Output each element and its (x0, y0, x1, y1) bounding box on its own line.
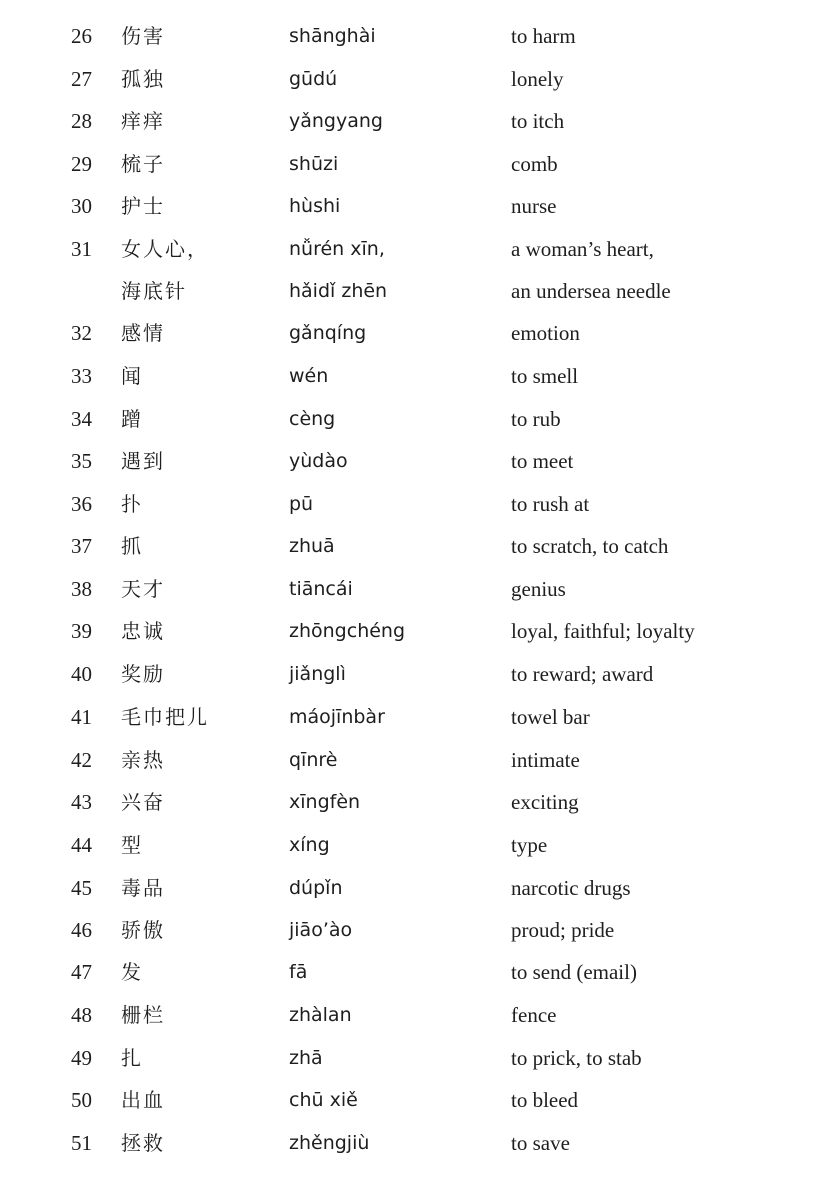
chinese-term: 奖励 (121, 662, 165, 686)
english-meaning: narcotic drugs (511, 876, 631, 900)
chinese-term: 兴奋 (121, 790, 165, 814)
vocab-row (0, 1082, 828, 1118)
pinyin-reading: wén (289, 365, 329, 387)
english-meaning: emotion (511, 321, 580, 345)
vocab-row (0, 443, 828, 479)
pinyin-reading: nǚrén xīn, (289, 238, 385, 260)
vocab-row (0, 231, 828, 267)
pinyin-reading: pū (289, 493, 314, 515)
entry-number: 30 (71, 194, 92, 218)
vocab-row (0, 997, 828, 1033)
entry-number: 40 (71, 662, 92, 686)
entry-number: 50 (71, 1088, 92, 1112)
chinese-term: 海底针 (121, 279, 187, 303)
pinyin-reading: qīnrè (289, 749, 338, 771)
english-meaning: intimate (511, 748, 580, 772)
entry-number: 33 (71, 364, 92, 388)
vocab-row (0, 912, 828, 948)
entry-number: 48 (71, 1003, 92, 1027)
vocab-row (0, 486, 828, 522)
pinyin-reading: tiāncái (289, 578, 353, 600)
pinyin-reading: zhěngjiù (289, 1132, 370, 1154)
chinese-term: 发 (121, 960, 143, 984)
vocab-row (0, 827, 828, 863)
chinese-term: 拯救 (121, 1131, 165, 1155)
pinyin-reading: hùshi (289, 195, 341, 217)
entry-number: 46 (71, 918, 92, 942)
pinyin-reading: gǎnqíng (289, 322, 367, 344)
chinese-term: 型 (121, 833, 143, 857)
entry-number: 29 (71, 152, 92, 176)
english-meaning: proud; pride (511, 918, 615, 942)
english-meaning: loyal, faithful; loyalty (511, 619, 695, 643)
english-meaning: nurse (511, 194, 557, 218)
english-meaning: to prick, to stab (511, 1046, 642, 1070)
entry-number: 42 (71, 748, 92, 772)
chinese-term: 孤独 (121, 67, 165, 91)
vocab-row (0, 784, 828, 820)
pinyin-reading: yùdào (289, 450, 348, 472)
chinese-term: 遇到 (121, 449, 165, 473)
english-meaning: to smell (511, 364, 579, 388)
vocab-row (0, 188, 828, 224)
entry-number: 47 (71, 960, 92, 984)
vocab-row (0, 613, 828, 649)
english-meaning: to send (email) (511, 960, 637, 984)
vocab-row (0, 315, 828, 351)
entry-number: 27 (71, 67, 92, 91)
chinese-term: 护士 (121, 194, 165, 218)
english-meaning: exciting (511, 790, 579, 814)
english-meaning: to harm (511, 24, 576, 48)
english-meaning: to reward; award (511, 662, 654, 686)
pinyin-reading: xíng (289, 834, 330, 856)
pinyin-reading: fā (289, 961, 308, 983)
entry-number (50, 273, 92, 309)
chinese-term: 扎 (121, 1046, 143, 1070)
entry-number: 44 (71, 833, 92, 857)
entry-number: 31 (71, 237, 92, 261)
pinyin-reading: zhàlan (289, 1004, 352, 1026)
vocab-row (0, 571, 828, 607)
vocab-row (0, 1040, 828, 1076)
pinyin-reading: jiǎnglì (289, 663, 346, 685)
pinyin-reading: dúpǐn (289, 877, 343, 899)
pinyin-reading: cèng (289, 408, 336, 430)
entry-number: 35 (71, 449, 92, 473)
vocab-row (0, 103, 828, 139)
chinese-term: 忠诚 (121, 619, 165, 643)
vocab-row (0, 528, 828, 564)
chinese-term: 出血 (121, 1088, 165, 1112)
pinyin-reading: gūdú (289, 68, 338, 90)
entry-number: 41 (71, 705, 92, 729)
english-meaning: to meet (511, 449, 574, 473)
pinyin-reading: hǎidǐ zhēn (289, 280, 388, 302)
entry-number: 39 (71, 619, 92, 643)
pinyin-reading: shānghài (289, 25, 376, 47)
english-meaning: an undersea needle (511, 279, 671, 303)
chinese-term: 女人心， (121, 237, 209, 261)
chinese-term: 梳子 (121, 152, 165, 176)
chinese-term: 抓 (121, 534, 143, 558)
entry-number: 37 (71, 534, 92, 558)
english-meaning: lonely (511, 67, 564, 91)
vocab-row (0, 656, 828, 692)
chinese-term: 天才 (121, 577, 165, 601)
english-meaning: to bleed (511, 1088, 579, 1112)
pinyin-reading: chū xiě (289, 1089, 358, 1111)
english-meaning: towel bar (511, 705, 590, 729)
english-meaning: to rub (511, 407, 561, 431)
vocab-row (0, 146, 828, 182)
chinese-term: 亲热 (121, 748, 165, 772)
vocab-row (0, 742, 828, 778)
vocab-row (0, 61, 828, 97)
vocab-row (0, 1125, 828, 1161)
english-meaning: to scratch, to catch (511, 534, 669, 558)
chinese-term: 伤害 (121, 24, 165, 48)
english-meaning: type (511, 833, 548, 857)
pinyin-reading: zhuā (289, 535, 335, 557)
english-meaning: to itch (511, 109, 565, 133)
entry-number: 34 (71, 407, 92, 431)
entry-number: 45 (71, 876, 92, 900)
vocab-row (0, 18, 828, 54)
english-meaning: to save (511, 1131, 570, 1155)
vocab-row (0, 358, 828, 394)
entry-number: 51 (71, 1131, 92, 1155)
pinyin-reading: xīngfèn (289, 791, 361, 813)
vocab-row (0, 870, 828, 906)
pinyin-reading: zhōngchéng (289, 620, 406, 642)
pinyin-reading: zhā (289, 1047, 323, 1069)
chinese-term: 栅栏 (121, 1003, 165, 1027)
pinyin-reading: máojīnbàr (289, 706, 385, 728)
chinese-term: 扑 (121, 492, 143, 516)
vocab-row (0, 401, 828, 437)
chinese-term: 痒痒 (121, 109, 165, 133)
english-meaning: genius (511, 577, 566, 601)
entry-number: 43 (71, 790, 92, 814)
entry-number: 36 (71, 492, 92, 516)
english-meaning: fence (511, 1003, 557, 1027)
vocab-row (0, 954, 828, 990)
chinese-term: 感情 (121, 321, 165, 345)
entry-number: 49 (71, 1046, 92, 1070)
english-meaning: a woman’s heart, (511, 237, 654, 261)
pinyin-reading: yǎngyang (289, 110, 383, 132)
english-meaning: to rush at (511, 492, 590, 516)
entry-number: 26 (71, 24, 92, 48)
chinese-term: 蹭 (121, 407, 143, 431)
pinyin-reading: jiāo’ào (289, 919, 353, 941)
entry-number: 38 (71, 577, 92, 601)
vocab-row (0, 699, 828, 735)
chinese-term: 闻 (121, 364, 143, 388)
pinyin-reading: shūzi (289, 153, 339, 175)
entry-number: 28 (71, 109, 92, 133)
chinese-term: 毒品 (121, 876, 165, 900)
chinese-term: 毛巾把儿 (121, 705, 209, 729)
entry-number: 32 (71, 321, 92, 345)
chinese-term: 骄傲 (121, 918, 165, 942)
vocab-row (0, 273, 828, 309)
english-meaning: comb (511, 152, 558, 176)
